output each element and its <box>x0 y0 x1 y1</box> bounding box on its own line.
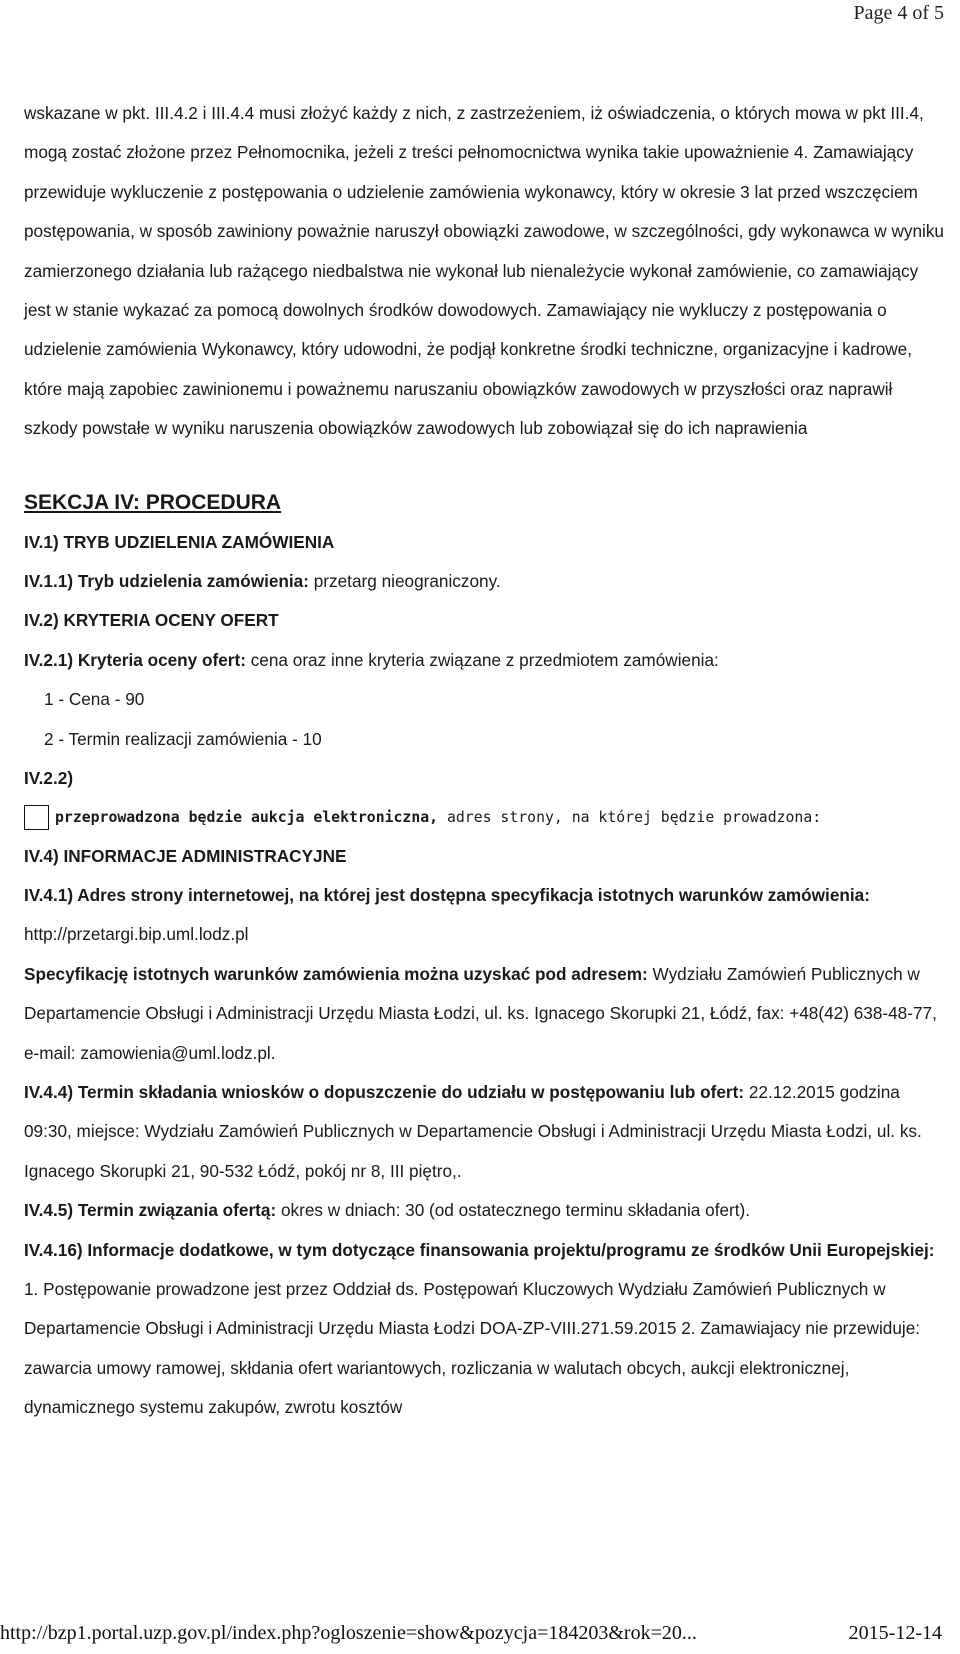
iv44-value: 22.12.2015 godzina 09:30, miejsce: Wydziału Zamówień Publicznych w Departamencie Obsługi i Administracji Urzędu Miasta Łodzi, ul. ks. Ignacego Skorupki 21, 90-532 Łódź, pokój nr 8, III piętro,. <box>24 1081 922 1181</box>
spec-value: Wydziału Zamówień Publicznych w Departamencie Obsługi i Administracji Urzędu Miasta Łodzi, ul. ks. Ignacego Skorupki 21, Łódź, fax: +48(42) 638-48-77, e-mail: zamowienia@uml.lodz.pl. <box>24 963 937 1063</box>
auction-row <box>24 799 944 837</box>
iv1-heading: IV.1) TRYB UDZIELENIA ZAMÓWIENIA <box>24 531 335 552</box>
auction-text <box>55 798 821 837</box>
footer-date: 2015-12-14 <box>848 1622 942 1644</box>
iv4-heading: IV.4) INFORMACJE ADMINISTRACYJNE <box>24 845 347 866</box>
iv21-label: IV.2.1) Kryteria oceny ofert: <box>24 649 246 670</box>
iv11-row <box>24 562 944 601</box>
auction-bold: przeprowadzona będzie aukcja elektroniczna, <box>55 808 439 826</box>
iv45-value: okres w dniach: 30 (od ostatecznego terminu składania ofert). <box>276 1200 751 1221</box>
iv11-label: IV.1.1) Tryb udzielenia zamówienia: <box>24 571 309 592</box>
iv416-value: 1. Postępowanie prowadzone jest przez Oddział ds. Postępowań Kluczowych Wydziału Zamówień Publicznych w Departamencie Obsługi i Administracji Urzędu Miasta Łodzi DOA-ZP-VIII.271.59.2015 2. Zamawiajacy nie przewiduje: zawarcia umowy ramowej, skłdania ofert wariantowych, rozliczania w walutach obcych, aukcji elektronicznej, dynamicznego systemu zakupów, zwrotu kosztów <box>24 1278 921 1418</box>
iv41-row <box>24 876 944 955</box>
footer-url: http://bzp1.portal.uzp.gov.pl/index.php?ogloszenie=show&pozycja=184203&rok=20... <box>0 1622 697 1644</box>
iv416-label: IV.4.16) Informacje dodatkowe, w tym dotyczące finansowania projektu/programu ze środków Unii Europejskiej: <box>24 1239 935 1260</box>
auction-checkbox[interactable] <box>24 805 49 830</box>
auction-rest: adres strony, na której będzie prowadzona: <box>438 808 822 826</box>
iv45-label: IV.4.5) Termin związania ofertą: <box>24 1200 277 1221</box>
iv44-row <box>24 1073 944 1191</box>
iv11-value: przetarg nieograniczony. <box>308 571 501 592</box>
criteria-item: 1 - Cena - 90 <box>44 689 145 710</box>
iv41-label: IV.4.1) Adres strony internetowej, na której jest dostępna specyfikacja istotnych warunków zamówienia: <box>24 884 870 905</box>
iv41-value: http://przetargi.bip.uml.lodz.pl <box>24 924 249 945</box>
criteria-item: 2 - Termin realizacji zamówienia - 10 <box>44 728 322 749</box>
spec-row <box>24 955 944 1073</box>
iv22-label: IV.2.2) <box>24 768 74 789</box>
iv21-row <box>24 641 944 680</box>
iv2-heading: IV.2) KRYTERIA OCENY OFERT <box>24 610 279 631</box>
section-title: SEKCJA IV: PROCEDURA <box>24 490 282 514</box>
page-footer <box>0 1622 942 1645</box>
iv45-row <box>24 1191 944 1230</box>
iv416-row <box>24 1231 944 1428</box>
intro-paragraph: wskazane w pkt. III.4.2 i III.4.4 musi złożyć każdy z nich, z zastrzeżeniem, iż oświadczenia, o których mowa w pkt III.4, mogą zostać złożone przez Pełnomocnika, jeżeli z treści pełnomocnictwa wynika takie upoważnienie 4. Zamawiający przewiduje wykluczenie z postępowania o udzielenie zamówienia wykonawcy, który w okresie 3 lat przed wszczęciem postępowania, w sposób zawiniony poważnie naruszył obowiązki zawodowe, w szczególności, gdy wykonawca w wyniku zamierzonego działania lub rażącego niedbalstwa nie wykonał lub nienależycie wykonał zamówienie, co zamawiający jest w stanie wykazać za pomocą dowolnych środków dowodowych. Zamawiający nie wykluczy z postępowania o udzielenie zamówienia Wykonawcy, który udowodni, że podjął konkretne środki techniczne, organizacyjne i kadrowe, które mają zapobiec zawinionemu i poważnemu naruszaniu obowiązków zawodowych w przyszłości oraz naprawił szkody powstałe w wyniku naruszenia obowiązków zawodowych lub zobowiązał się do ich naprawienia <box>24 103 944 439</box>
page-number: Page 4 of 5 <box>853 2 944 24</box>
iv44-label: IV.4.4) Termin składania wniosków o dopuszczenie do udziału w postępowaniu lub ofert: <box>24 1081 745 1102</box>
document-body <box>24 94 944 1428</box>
spacer <box>24 449 944 483</box>
iv21-value: cena oraz inne kryteria związane z przedmiotem zamówienia: <box>245 649 719 670</box>
spec-label: Specyfikację istotnych warunków zamówienia można uzyskać pod adresem: <box>24 963 648 984</box>
